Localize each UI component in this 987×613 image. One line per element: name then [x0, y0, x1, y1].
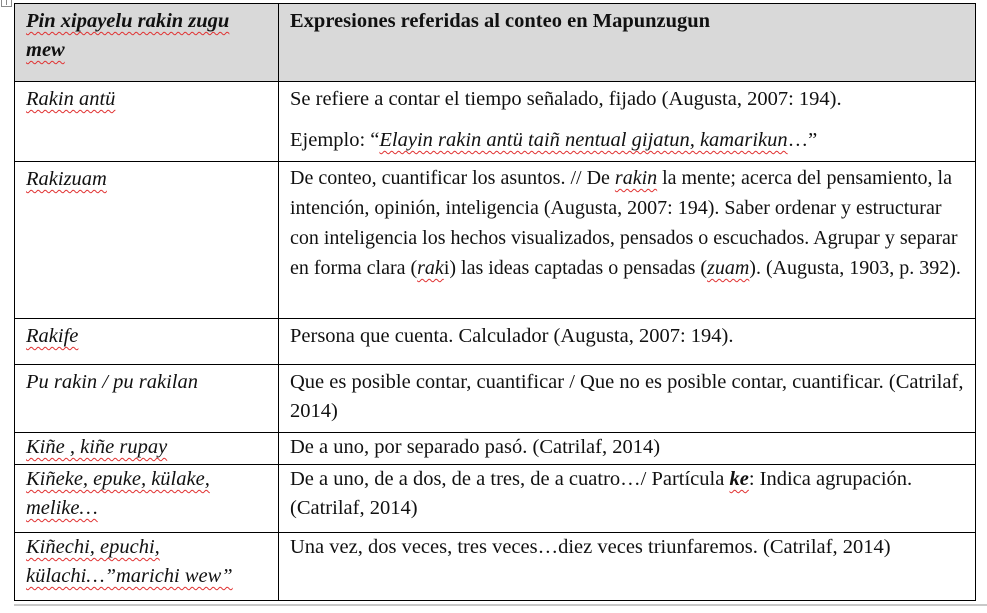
term-cell[interactable]: Pu rakin / pu rakilan	[15, 365, 279, 433]
header-description[interactable]: Expresiones referidas al conteo en Mapunzugun	[279, 4, 976, 82]
description-cell[interactable]: Que es posible contar, cuantificar / Que no es posible contar, cuantificar. (Catrilaf, 2014)	[279, 365, 976, 433]
description-text: Se refiere a contar el tiempo señalado, fijado (Augusta, 2007: 194).	[290, 88, 842, 110]
table-row	[15, 319, 976, 365]
table-row	[15, 365, 976, 433]
term-cell[interactable]: Rakin antü	[15, 82, 279, 162]
description-cell[interactable]: De a uno, por separado pasó. (Catrilaf, 2014)	[279, 433, 976, 465]
term-cell[interactable]: Kiñeke, epuke, külake, melike…	[15, 465, 279, 533]
page-edge-divider	[14, 604, 987, 606]
term-cell[interactable]: Kiñechi, epuchi, külachi…”marichi wew”	[15, 533, 279, 601]
table-row	[15, 433, 976, 465]
table-row	[15, 162, 976, 319]
table-row	[15, 533, 976, 601]
description-cell[interactable]: De a uno, de a dos, de a tres, de a cuatro…/ Partícula ke: Indica agrupación. (Catrilaf, 2014)	[279, 465, 976, 533]
term-cell[interactable]: Rakife	[15, 319, 279, 365]
description-cell[interactable]	[279, 82, 976, 162]
term-cell[interactable]: Kiñe , kiñe rupay	[15, 433, 279, 465]
description-cell[interactable]: Una vez, dos veces, tres veces…diez veces triunfaremos. (Catrilaf, 2014)	[279, 533, 976, 601]
example-text: Ejemplo: “Elayin rakin antü taiñ nentual gijatun, kamarikun…”	[290, 129, 818, 151]
table-header-row	[15, 4, 976, 82]
header-term[interactable]: Pin xipayelu rakin zugu mew	[15, 4, 279, 82]
table-move-handle[interactable]	[1, 0, 12, 7]
table-row	[15, 465, 976, 533]
description-cell[interactable]: De conteo, cuantificar los asuntos. // De rakin la mente; acerca del pensamiento, la intención, opinión, inteligencia (Augusta, 2007: 194). Saber ordenar y estructurar con inteligencia los hechos visualizados, pensados o escuchados. Agrupar y separar en forma clara (raki) las ideas captadas o pensadas (zuam). (Augusta, 1903, p. 392).	[279, 162, 976, 319]
counting-expressions-table	[14, 3, 976, 601]
term-cell[interactable]: Rakizuam	[15, 162, 279, 319]
description-cell[interactable]: Persona que cuenta. Calculador (Augusta, 2007: 194).	[279, 319, 976, 365]
table-row	[15, 82, 976, 162]
